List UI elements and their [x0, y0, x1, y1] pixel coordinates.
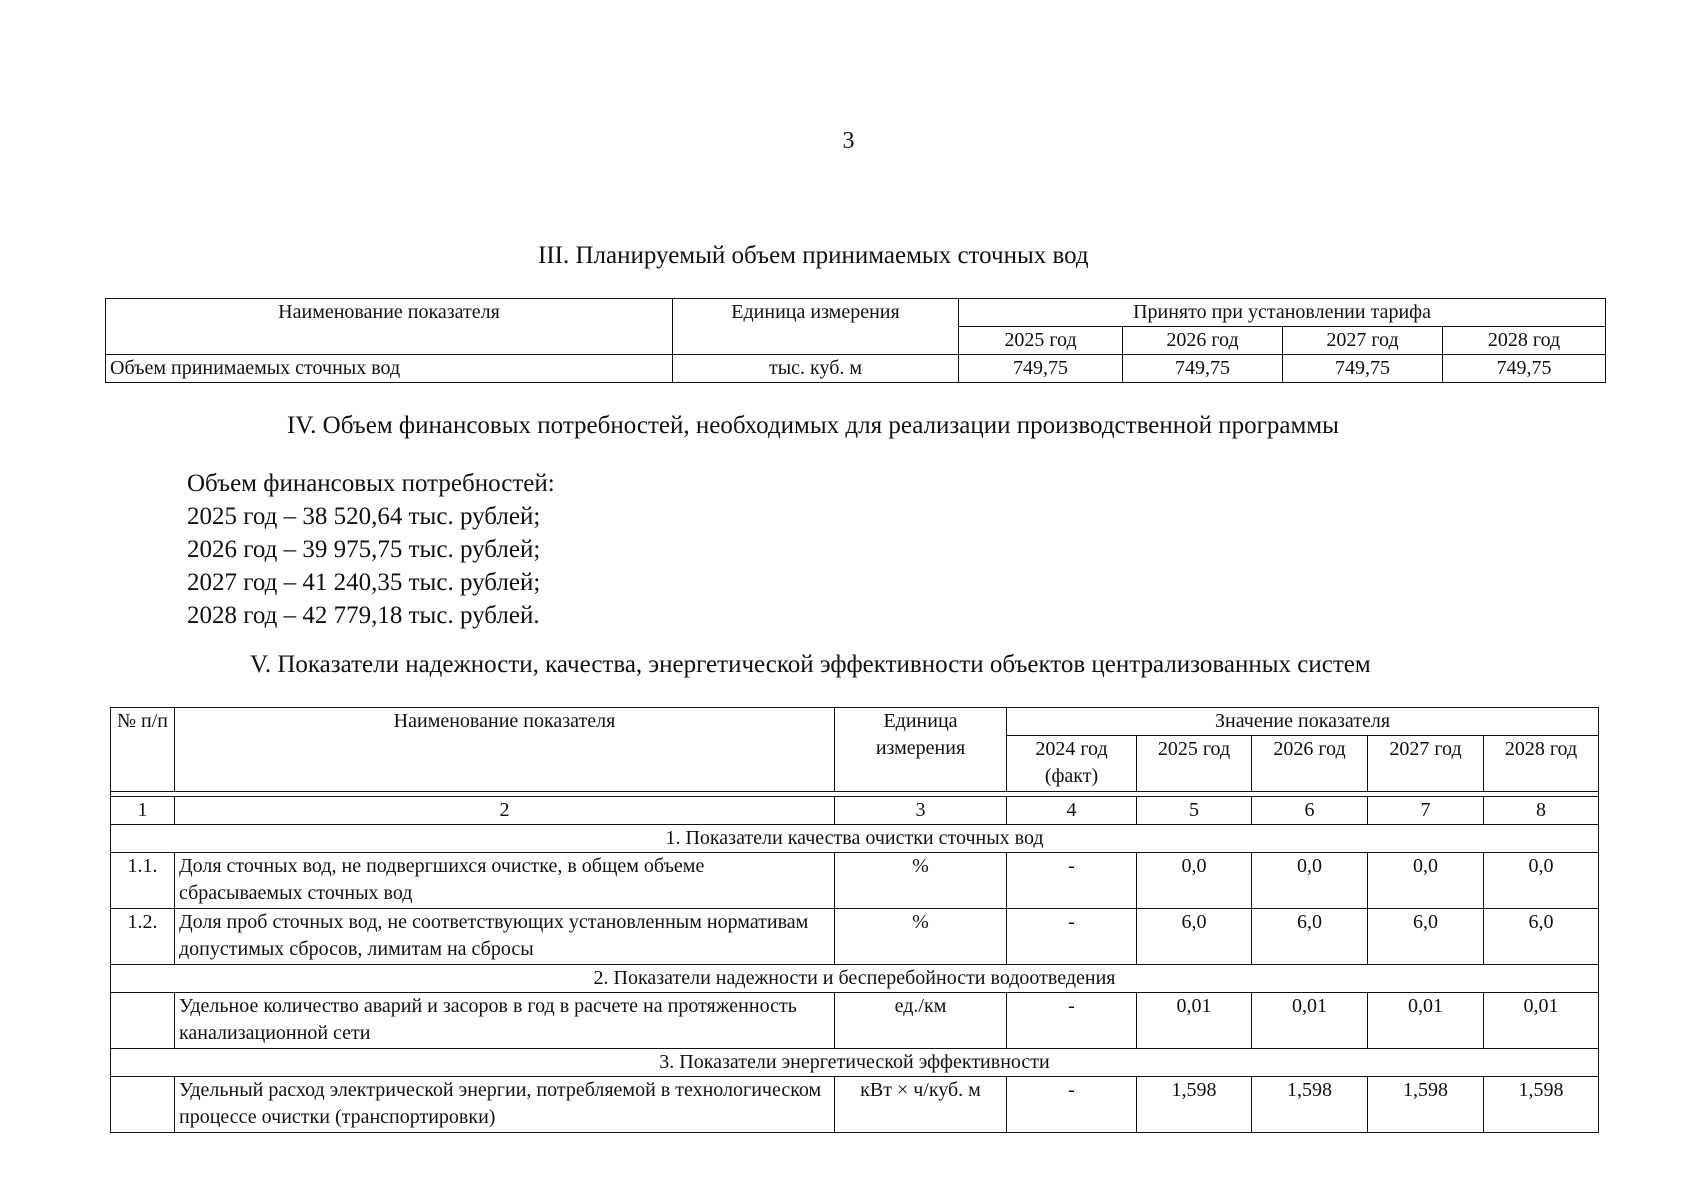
- row-value: 1,598: [1368, 1077, 1484, 1133]
- row-name: Удельное количество аварий и засоров в год в расчете на протяженность канализационной сети: [175, 993, 835, 1049]
- row-name: Доля сточных вод, не подвергшихся очистке, в общем объеме сбрасываемых сточных вод: [175, 853, 835, 909]
- financial-line: 2027 год – 41 240,35 тыс. рублей;: [187, 569, 541, 596]
- table-row: [111, 993, 1599, 1049]
- t2-col-number: 6: [1252, 797, 1368, 825]
- t1-row-value: 749,75: [1443, 355, 1606, 383]
- t2-year: 2026 год: [1252, 736, 1368, 792]
- row-unit: ед./км: [835, 993, 1007, 1049]
- t2-col-number: 7: [1368, 797, 1484, 825]
- t2-col-number: 3: [835, 797, 1007, 825]
- row-value: 0,01: [1484, 993, 1599, 1049]
- row-value: 0,01: [1252, 993, 1368, 1049]
- financial-line: 2028 год – 42 779,18 тыс. рублей.: [187, 602, 540, 629]
- t1-header-name: Наименование показателя: [106, 299, 673, 355]
- t1-row-value: 749,75: [1123, 355, 1283, 383]
- t2-year: 2028 год: [1484, 736, 1599, 792]
- table-row: [106, 355, 1606, 383]
- financial-needs: [187, 467, 555, 632]
- row-value: 6,0: [1137, 909, 1252, 965]
- t1-header-group: Принято при установлении тарифа: [959, 299, 1606, 327]
- t1-year: 2027 год: [1283, 327, 1443, 355]
- row-name: Доля проб сточных вод, не соответствующих установленным нормативам допустимых сбросов, лимитам на сбросы: [175, 909, 835, 965]
- table-row: [111, 853, 1599, 909]
- t2-header-group: Значение показателя: [1007, 708, 1599, 736]
- t1-row-value: 749,75: [959, 355, 1123, 383]
- t2-year: 2025 год: [1137, 736, 1252, 792]
- row-value: -: [1007, 909, 1137, 965]
- row-num: [111, 1077, 175, 1133]
- t2-col-number: 2: [175, 797, 835, 825]
- t2-header-name: Наименование показателя: [175, 708, 835, 792]
- row-value: 1,598: [1137, 1077, 1252, 1133]
- row-value: -: [1007, 993, 1137, 1049]
- indicators-table: [110, 707, 1599, 1133]
- t2-header-num: № п/п: [111, 708, 175, 792]
- t2-col-number: 8: [1484, 797, 1599, 825]
- row-num: [111, 993, 175, 1049]
- t1-row-value: 749,75: [1283, 355, 1443, 383]
- planned-volume-table: [105, 298, 1606, 383]
- t2-col-number: 1: [111, 797, 175, 825]
- row-unit: %: [835, 853, 1007, 909]
- t2-year: 2024 год (факт): [1007, 736, 1137, 792]
- t1-year: 2026 год: [1123, 327, 1283, 355]
- row-value: 6,0: [1252, 909, 1368, 965]
- t2-year: 2027 год: [1368, 736, 1484, 792]
- financial-intro: Объем финансовых потребностей:: [187, 470, 555, 497]
- financial-line: 2026 год – 39 975,75 тыс. рублей;: [187, 536, 541, 563]
- group-title: 1. Показатели качества очистки сточных вод: [111, 825, 1599, 853]
- row-value: 0,0: [1368, 853, 1484, 909]
- row-value: 1,598: [1252, 1077, 1368, 1133]
- row-value: 0,0: [1252, 853, 1368, 909]
- group-title: 3. Показатели энергетической эффективности: [111, 1049, 1599, 1077]
- t2-col-number: 4: [1007, 797, 1137, 825]
- row-name: Удельный расход электрической энергии, потребляемой в технологическом процессе очистки (транспортировки): [175, 1077, 835, 1133]
- row-value: 0,01: [1137, 993, 1252, 1049]
- table-row: [111, 1077, 1599, 1133]
- t2-col-number: 5: [1137, 797, 1252, 825]
- row-num: 1.2.: [111, 909, 175, 965]
- group-title: 2. Показатели надежности и бесперебойности водоотведения: [111, 965, 1599, 993]
- section4-title: IV. Объем финансовых потребностей, необходимых для реализации производственной программы: [287, 412, 1339, 439]
- row-value: 6,0: [1484, 909, 1599, 965]
- t1-row-unit: тыс. куб. м: [673, 355, 959, 383]
- row-value: 0,01: [1368, 993, 1484, 1049]
- row-value: 0,0: [1137, 853, 1252, 909]
- t1-year: 2025 год: [959, 327, 1123, 355]
- t1-header-unit: Единица измерения: [673, 299, 959, 355]
- row-num: 1.1.: [111, 853, 175, 909]
- row-unit: кВт × ч/куб. м: [835, 1077, 1007, 1133]
- row-value: 6,0: [1368, 909, 1484, 965]
- table-row: [111, 909, 1599, 965]
- t2-header-unit: Единица измерения: [835, 708, 1007, 792]
- t1-row-name: Объем принимаемых сточных вод: [106, 355, 673, 383]
- row-value: -: [1007, 853, 1137, 909]
- section3-title: III. Планируемый объем принимаемых сточных вод: [538, 242, 1089, 269]
- row-value: 0,0: [1484, 853, 1599, 909]
- t1-year: 2028 год: [1443, 327, 1606, 355]
- row-unit: %: [835, 909, 1007, 965]
- financial-line: 2025 год – 38 520,64 тыс. рублей;: [187, 503, 541, 530]
- page-number: 3: [842, 128, 855, 154]
- row-value: -: [1007, 1077, 1137, 1133]
- section5-title: V. Показатели надежности, качества, энергетической эффективности объектов централизованных систем: [250, 651, 1371, 678]
- row-value: 1,598: [1484, 1077, 1599, 1133]
